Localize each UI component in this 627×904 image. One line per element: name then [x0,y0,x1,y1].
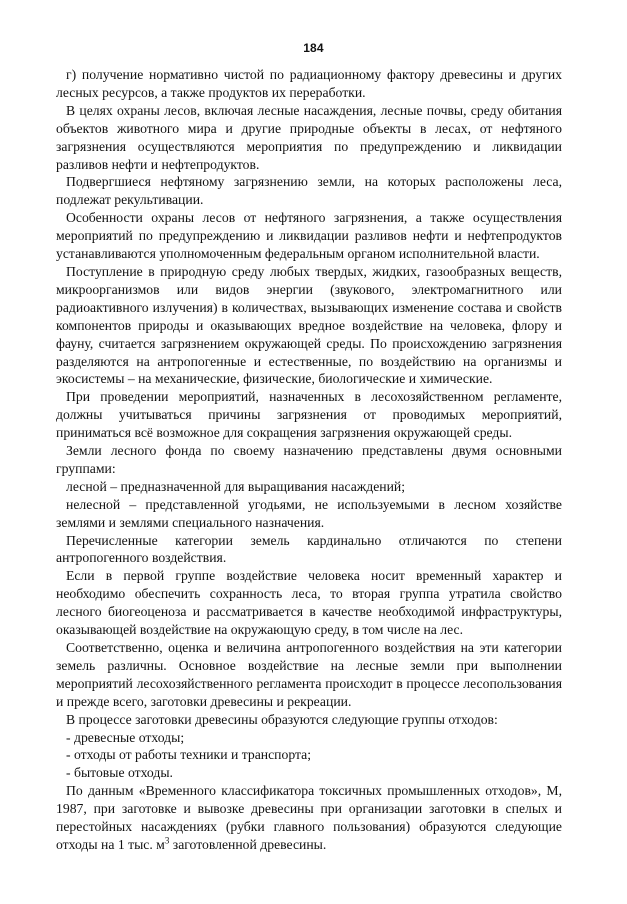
list-item: - отходы от работы техники и транспорта; [66,747,312,763]
body-text [56,66,562,854]
paragraph: В процессе заготовки древесины образуются следующие группы отходов: [66,711,498,727]
page-number: 184 [303,41,324,55]
paragraph-last [56,782,562,854]
last-paragraph-text: По данным «Временного классификатора токсичных промышленных отходов», М, 1987, при заготовке и вывозке древесины при организации заготовки в спелых и перестойных насаждениях (рубки главного пользования) образуются следующие отходы на 1 тыс. м [56,783,562,852]
list-item: лесной – предназначенной для выращивания насаждений; [66,478,406,494]
list-item: нелесной – представленной угодьями, не используемыми в лесном хозяйстве землями и землями специального назначения. [56,496,562,530]
paragraph: Подвергшиеся нефтяному загрязнению земли, на которых расположены леса, подлежат рекультивации. [56,174,562,208]
paragraph: В целях охраны лесов, включая лесные насаждения, лесные почвы, среду обитания объектов животного мира и другие природные объекты в лесах, от нефтяного загрязнения осуществляются мероприятия по предупреждению и ликвидации разливов нефти и нефтепродуктов. [56,102,562,172]
paragraph: Земли лесного фонда по своему назначению представлены двумя основными группами: [56,443,562,476]
list-item: - древесные отходы; [66,729,185,745]
last-paragraph-tail: заготовленной древесины. [169,836,327,852]
list-item: - бытовые отходы. [66,765,173,781]
paragraph: При проведении мероприятий, назначенных в лесохозяйственном регламенте, должны учитываться причины загрязнения от проводимых мероприятий, приниматься всё возможное для сокращения загрязнения окружающей среды. [56,389,562,441]
paragraph: Поступление в природную среду любых твердых, жидких, газообразных веществ, микроорганизмов или видов энергии (звукового, электромагнитного или радиоактивного излучения) в количествах, вызывающих изменение состава и свойств компонентов природы и оказывающих вредное воздействие на человека, флору и фауну, считается загрязнением окружающей среды. По происхождению загрязнения разделяются на антропогенные и естественные, по воздействию на организмы и экосистемы – на механические, физические, биологические и химические. [56,263,562,387]
paragraph: Соответственно, оценка и величина антропогенного воздействия на эти категории земель различны. Основное воздействие на лесные земли при выполнении мероприятий лесохозяйственного регламента происходит в процессе лесопользования и прежде всего, заготовки древесины и рекреации. [56,640,562,709]
superscript: 3 [164,835,170,846]
paragraph: Особенности охраны лесов от нефтяного загрязнения, а также осуществления мероприятий по предупреждению и ликвидации разливов нефти и нефтепродуктов устанавливаются уполномоченным федеральным органом исполнительной власти. [56,210,562,262]
paragraph: г) получение нормативно чистой по радиационному фактору древесины и других лесных ресурсов, а также продуктов их переработки. [56,67,562,100]
paragraph: Перечисленные категории земель кардинально отличаются по степени антропогенного воздействия. [56,532,562,566]
paragraph: Если в первой группе воздействие человека носит временный характер и необходимо обеспечить сохранность леса, то вторая группа утратила свойство лесного биогеоценоза и рассматривается в качестве необходимой инфраструктуры, оказывающей воздействие на окружающую среду, в том числе на лес. [56,568,562,638]
